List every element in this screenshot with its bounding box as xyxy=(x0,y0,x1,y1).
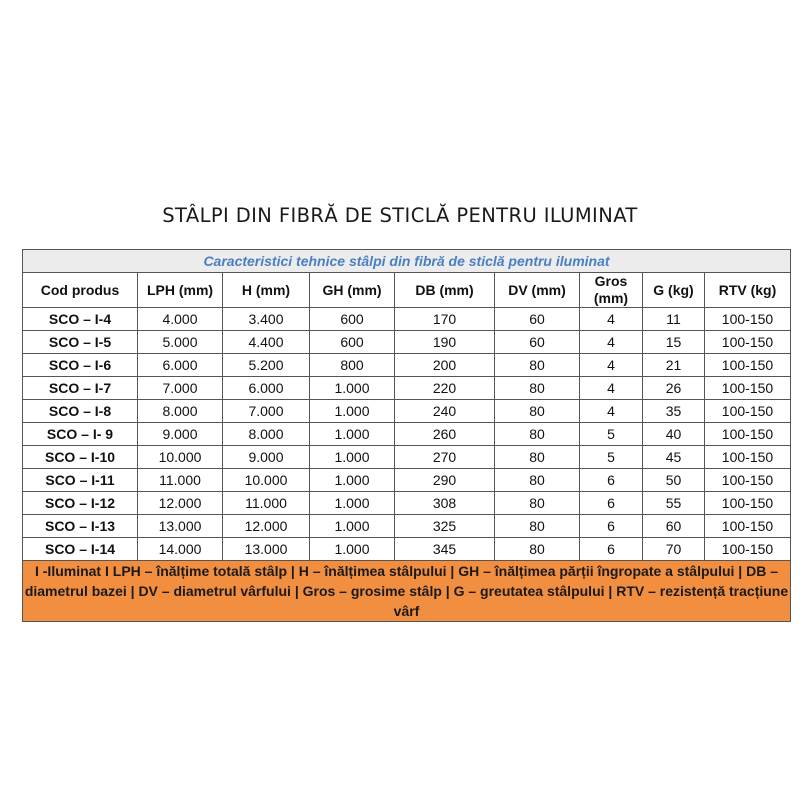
cell-rtv: 100-150 xyxy=(705,423,791,446)
table-caption-row xyxy=(23,250,791,273)
cell-lph: 12.000 xyxy=(138,492,223,515)
cell-gros: 4 xyxy=(580,377,643,400)
table-row xyxy=(23,492,791,515)
cell-cod-produs: SCO – I-13 xyxy=(23,515,138,538)
cell-gh: 600 xyxy=(310,308,395,331)
cell-g: 35 xyxy=(643,400,705,423)
cell-gros: 4 xyxy=(580,400,643,423)
cell-db: 220 xyxy=(395,377,495,400)
cell-lph: 8.000 xyxy=(138,400,223,423)
cell-g: 70 xyxy=(643,538,705,561)
cell-dv: 80 xyxy=(495,538,580,561)
cell-db: 270 xyxy=(395,446,495,469)
cell-g: 21 xyxy=(643,354,705,377)
cell-gros: 5 xyxy=(580,423,643,446)
cell-h: 13.000 xyxy=(223,538,310,561)
cell-dv: 80 xyxy=(495,400,580,423)
cell-rtv: 100-150 xyxy=(705,515,791,538)
cell-g: 60 xyxy=(643,515,705,538)
cell-h: 5.200 xyxy=(223,354,310,377)
cell-dv: 80 xyxy=(495,446,580,469)
cell-dv: 80 xyxy=(495,354,580,377)
cell-gros: 5 xyxy=(580,446,643,469)
column-header-g: G (kg) xyxy=(643,273,705,308)
table-row xyxy=(23,469,791,492)
table-caption: Caracteristici tehnice stâlpi din fibră de sticlă pentru iluminat xyxy=(23,250,791,273)
cell-dv: 80 xyxy=(495,515,580,538)
cell-db: 325 xyxy=(395,515,495,538)
column-header-db: DB (mm) xyxy=(395,273,495,308)
cell-gh: 1.000 xyxy=(310,377,395,400)
cell-h: 9.000 xyxy=(223,446,310,469)
cell-db: 290 xyxy=(395,469,495,492)
cell-rtv: 100-150 xyxy=(705,331,791,354)
cell-g: 50 xyxy=(643,469,705,492)
cell-h: 3.400 xyxy=(223,308,310,331)
cell-gh: 1.000 xyxy=(310,538,395,561)
cell-cod-produs: SCO – I- 9 xyxy=(23,423,138,446)
cell-g: 26 xyxy=(643,377,705,400)
cell-lph: 4.000 xyxy=(138,308,223,331)
cell-cod-produs: SCO – I-11 xyxy=(23,469,138,492)
cell-db: 240 xyxy=(395,400,495,423)
cell-gros: 6 xyxy=(580,469,643,492)
cell-dv: 60 xyxy=(495,331,580,354)
column-header-dv: DV (mm) xyxy=(495,273,580,308)
cell-db: 345 xyxy=(395,538,495,561)
cell-gros: 6 xyxy=(580,515,643,538)
column-header-gros: Gros (mm) xyxy=(580,273,643,308)
cell-gh: 600 xyxy=(310,331,395,354)
cell-dv: 60 xyxy=(495,308,580,331)
cell-gh: 1.000 xyxy=(310,400,395,423)
cell-dv: 80 xyxy=(495,469,580,492)
cell-lph: 7.000 xyxy=(138,377,223,400)
cell-db: 308 xyxy=(395,492,495,515)
column-header-h: H (mm) xyxy=(223,273,310,308)
cell-gros: 4 xyxy=(580,331,643,354)
table-row xyxy=(23,515,791,538)
cell-dv: 80 xyxy=(495,423,580,446)
cell-lph: 11.000 xyxy=(138,469,223,492)
cell-db: 170 xyxy=(395,308,495,331)
cell-h: 6.000 xyxy=(223,377,310,400)
cell-h: 7.000 xyxy=(223,400,310,423)
cell-gh: 1.000 xyxy=(310,515,395,538)
table-row xyxy=(23,423,791,446)
column-header-cod-produs: Cod produs xyxy=(23,273,138,308)
cell-gh: 1.000 xyxy=(310,446,395,469)
table-row xyxy=(23,538,791,561)
table-row xyxy=(23,446,791,469)
cell-lph: 6.000 xyxy=(138,354,223,377)
cell-gh: 1.000 xyxy=(310,423,395,446)
cell-h: 4.400 xyxy=(223,331,310,354)
cell-cod-produs: SCO – I-6 xyxy=(23,354,138,377)
cell-dv: 80 xyxy=(495,492,580,515)
cell-cod-produs: SCO – I-4 xyxy=(23,308,138,331)
cell-cod-produs: SCO – I-5 xyxy=(23,331,138,354)
page-title: STÂLPI DIN FIBRĂ DE STICLĂ PENTRU ILUMINAT xyxy=(162,204,638,227)
cell-cod-produs: SCO – I-14 xyxy=(23,538,138,561)
table-legend: I -Iluminat I LPH – înălțime totală stâlp | H – înălțimea stâlpului | GH – înălțimea părții îngropate a stâlpului | DB – diametrul bazei | DV – diametrul vârfului | Gros – grosime stâlp | G – greutatea stâlpului | RTV – rezistență tracțiune vârf xyxy=(23,561,791,622)
table-row xyxy=(23,308,791,331)
table-row xyxy=(23,400,791,423)
cell-lph: 5.000 xyxy=(138,331,223,354)
cell-rtv: 100-150 xyxy=(705,400,791,423)
cell-rtv: 100-150 xyxy=(705,469,791,492)
cell-gh: 1.000 xyxy=(310,492,395,515)
cell-gros: 6 xyxy=(580,538,643,561)
cell-gh: 1.000 xyxy=(310,469,395,492)
cell-g: 11 xyxy=(643,308,705,331)
table-row xyxy=(23,354,791,377)
table-header-row xyxy=(23,273,791,308)
cell-h: 12.000 xyxy=(223,515,310,538)
column-header-gh: GH (mm) xyxy=(310,273,395,308)
cell-h: 8.000 xyxy=(223,423,310,446)
cell-gros: 4 xyxy=(580,308,643,331)
cell-g: 45 xyxy=(643,446,705,469)
cell-lph: 13.000 xyxy=(138,515,223,538)
cell-g: 55 xyxy=(643,492,705,515)
specifications-table xyxy=(22,249,791,622)
cell-cod-produs: SCO – I-8 xyxy=(23,400,138,423)
cell-lph: 10.000 xyxy=(138,446,223,469)
cell-g: 40 xyxy=(643,423,705,446)
column-header-rtv: RTV (kg) xyxy=(705,273,791,308)
cell-dv: 80 xyxy=(495,377,580,400)
table-row xyxy=(23,331,791,354)
cell-cod-produs: SCO – I-10 xyxy=(23,446,138,469)
cell-cod-produs: SCO – I-12 xyxy=(23,492,138,515)
table-legend-row xyxy=(23,561,791,622)
cell-db: 190 xyxy=(395,331,495,354)
cell-gros: 4 xyxy=(580,354,643,377)
cell-h: 10.000 xyxy=(223,469,310,492)
cell-rtv: 100-150 xyxy=(705,377,791,400)
cell-rtv: 100-150 xyxy=(705,308,791,331)
cell-rtv: 100-150 xyxy=(705,538,791,561)
cell-rtv: 100-150 xyxy=(705,492,791,515)
cell-lph: 9.000 xyxy=(138,423,223,446)
cell-gros: 6 xyxy=(580,492,643,515)
cell-g: 15 xyxy=(643,331,705,354)
cell-cod-produs: SCO – I-7 xyxy=(23,377,138,400)
cell-h: 11.000 xyxy=(223,492,310,515)
cell-db: 260 xyxy=(395,423,495,446)
cell-lph: 14.000 xyxy=(138,538,223,561)
table-row xyxy=(23,377,791,400)
cell-db: 200 xyxy=(395,354,495,377)
cell-gh: 800 xyxy=(310,354,395,377)
column-header-lph: LPH (mm) xyxy=(138,273,223,308)
cell-rtv: 100-150 xyxy=(705,354,791,377)
cell-rtv: 100-150 xyxy=(705,446,791,469)
